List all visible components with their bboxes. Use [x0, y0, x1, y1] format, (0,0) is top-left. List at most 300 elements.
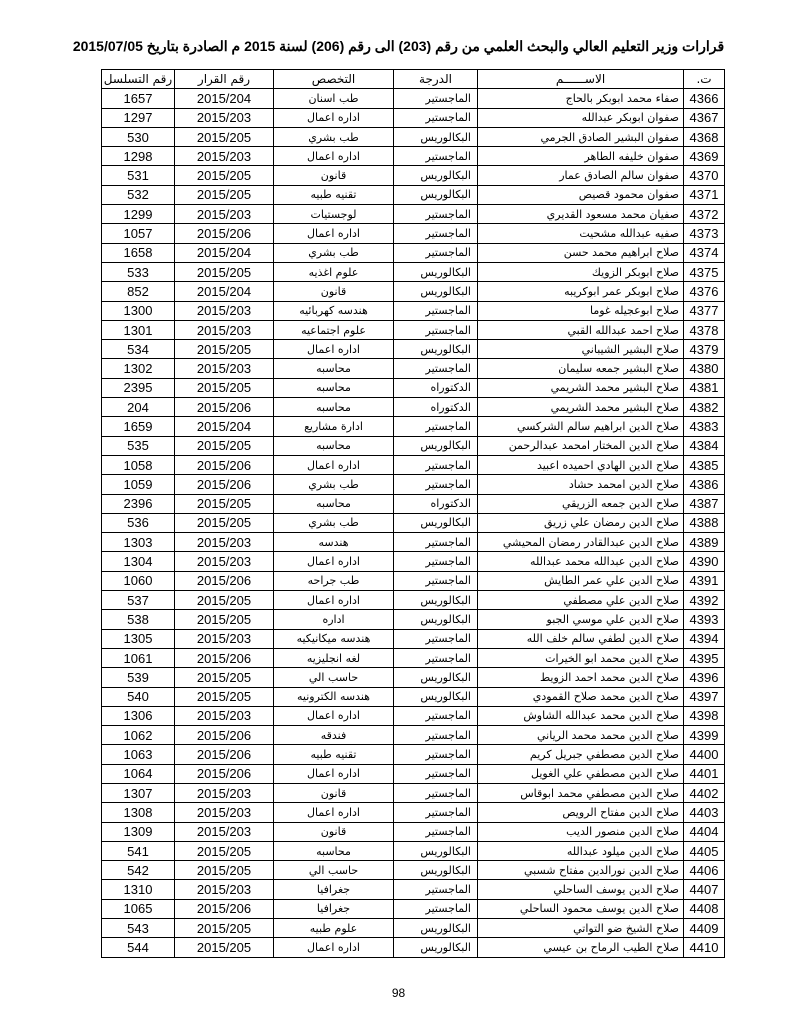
table-row: [102, 359, 725, 378]
cell-decision: 2015/203: [175, 205, 274, 224]
cell-specialty: طب جراحه: [274, 571, 394, 590]
cell-decision: 2015/205: [175, 378, 274, 397]
cell-no: 4392: [684, 591, 725, 610]
cell-specialty: قانون: [274, 822, 394, 841]
cell-serial: 1657: [102, 89, 175, 108]
cell-decision: 2015/203: [175, 108, 274, 127]
cell-serial: 1062: [102, 726, 175, 745]
cell-no: 4390: [684, 552, 725, 571]
cell-degree: البكالوريس: [394, 262, 478, 281]
cell-specialty: علوم اجتماعيه: [274, 320, 394, 339]
cell-degree: البكالوريس: [394, 436, 478, 455]
cell-degree: الماجستير: [394, 147, 478, 166]
cell-serial: 1064: [102, 764, 175, 783]
cell-no: 4386: [684, 475, 725, 494]
cell-no: 4368: [684, 127, 725, 146]
cell-specialty: علوم اغذيه: [274, 262, 394, 281]
cell-serial: 539: [102, 668, 175, 687]
cell-degree: البكالوريس: [394, 185, 478, 204]
cell-specialty: اداره اعمال: [274, 224, 394, 243]
cell-degree: الدكتوراه: [394, 398, 478, 417]
cell-name: صلاح الدين عبدالقادر رمضان المحيشي: [478, 533, 684, 552]
cell-specialty: حاسب الي: [274, 861, 394, 880]
table-row: [102, 899, 725, 918]
cell-degree: البكالوريس: [394, 668, 478, 687]
cell-no: 4380: [684, 359, 725, 378]
cell-degree: الماجستير: [394, 320, 478, 339]
cell-no: 4366: [684, 89, 725, 108]
cell-specialty: اداره اعمال: [274, 803, 394, 822]
page-number: 98: [391, 986, 406, 1000]
cell-no: 4399: [684, 726, 725, 745]
cell-serial: 1061: [102, 648, 175, 667]
cell-serial: 1300: [102, 301, 175, 320]
cell-no: 4374: [684, 243, 725, 262]
cell-serial: 1304: [102, 552, 175, 571]
cell-decision: 2015/206: [175, 475, 274, 494]
decisions-table: [101, 69, 725, 958]
cell-degree: البكالوريس: [394, 687, 478, 706]
table-row: [102, 687, 725, 706]
cell-decision: 2015/205: [175, 591, 274, 610]
table-row: [102, 378, 725, 397]
table-row: [102, 301, 725, 320]
cell-name: صلاح الطيب الرماح بن عيسي: [478, 938, 684, 957]
cell-decision: 2015/204: [175, 417, 274, 436]
cell-serial: 531: [102, 166, 175, 185]
document-title: قرارات وزير التعليم العالي والبحث العلمي من رقم (203) الى رقم (206) لسنة 2015 م الصادرة بتاريخ 2015/07/05: [72, 38, 725, 54]
cell-serial: 540: [102, 687, 175, 706]
cell-degree: البكالوريس: [394, 919, 478, 938]
cell-decision: 2015/205: [175, 340, 274, 359]
cell-degree: الماجستير: [394, 455, 478, 474]
table-row: [102, 591, 725, 610]
cell-specialty: اداره اعمال: [274, 764, 394, 783]
header-name: الاســــــم: [478, 70, 684, 89]
cell-specialty: جغرافيا: [274, 880, 394, 899]
cell-no: 4378: [684, 320, 725, 339]
cell-serial: 1303: [102, 533, 175, 552]
header-decision: رقم القرار: [175, 70, 274, 89]
cell-serial: 541: [102, 841, 175, 860]
cell-degree: الماجستير: [394, 648, 478, 667]
cell-serial: 530: [102, 127, 175, 146]
cell-degree: البكالوريس: [394, 938, 478, 957]
cell-no: 4394: [684, 629, 725, 648]
cell-serial: 852: [102, 282, 175, 301]
cell-decision: 2015/203: [175, 706, 274, 725]
cell-degree: الماجستير: [394, 359, 478, 378]
cell-name: صلاح الدين لطفي سالم خلف الله: [478, 629, 684, 648]
cell-degree: الماجستير: [394, 301, 478, 320]
table-row: [102, 340, 725, 359]
cell-serial: 544: [102, 938, 175, 957]
cell-specialty: لغه انجليزيه: [274, 648, 394, 667]
cell-specialty: قانون: [274, 166, 394, 185]
cell-specialty: محاسبه: [274, 398, 394, 417]
cell-no: 4376: [684, 282, 725, 301]
table-row: [102, 417, 725, 436]
table-row: [102, 764, 725, 783]
cell-name: صلاح الدين جمعه الزريقي: [478, 494, 684, 513]
header-degree: الدرجة: [394, 70, 478, 89]
cell-decision: 2015/205: [175, 938, 274, 957]
header-serial: رقم التسلسل: [102, 70, 175, 89]
cell-specialty: اداره: [274, 610, 394, 629]
cell-specialty: اداره اعمال: [274, 147, 394, 166]
cell-decision: 2015/205: [175, 513, 274, 532]
cell-degree: الماجستير: [394, 803, 478, 822]
cell-no: 4384: [684, 436, 725, 455]
cell-degree: الماجستير: [394, 783, 478, 802]
cell-name: صلاح ابراهيم محمد حسن: [478, 243, 684, 262]
cell-no: 4373: [684, 224, 725, 243]
cell-serial: 1310: [102, 880, 175, 899]
cell-specialty: قانون: [274, 783, 394, 802]
cell-degree: الماجستير: [394, 629, 478, 648]
cell-name: صلاح الدين علي عمر الطايش: [478, 571, 684, 590]
table-row: [102, 398, 725, 417]
cell-degree: البكالوريس: [394, 340, 478, 359]
cell-serial: 1297: [102, 108, 175, 127]
cell-specialty: هندسه الكترونيه: [274, 687, 394, 706]
cell-decision: 2015/206: [175, 745, 274, 764]
cell-no: 4367: [684, 108, 725, 127]
cell-degree: الماجستير: [394, 475, 478, 494]
cell-decision: 2015/203: [175, 803, 274, 822]
table-row: [102, 571, 725, 590]
cell-serial: 1659: [102, 417, 175, 436]
table-row: [102, 262, 725, 281]
cell-specialty: لوجستيات: [274, 205, 394, 224]
cell-specialty: فندقه: [274, 726, 394, 745]
cell-specialty: طب بشري: [274, 127, 394, 146]
cell-name: صفوان محمود قصيص: [478, 185, 684, 204]
cell-name: صلاح الدين محمد صلاح القمودي: [478, 687, 684, 706]
cell-degree: الماجستير: [394, 880, 478, 899]
cell-specialty: طب بشري: [274, 475, 394, 494]
table-row: [102, 89, 725, 108]
cell-serial: 1063: [102, 745, 175, 764]
cell-name: صلاح البشير محمد الشريمي: [478, 378, 684, 397]
cell-decision: 2015/206: [175, 455, 274, 474]
cell-name: صلاح الدين محمد محمد الرياني: [478, 726, 684, 745]
cell-name: صلاح ابوعجيله غوما: [478, 301, 684, 320]
cell-no: 4398: [684, 706, 725, 725]
cell-no: 4388: [684, 513, 725, 532]
cell-decision: 2015/203: [175, 552, 274, 571]
cell-decision: 2015/206: [175, 726, 274, 745]
cell-specialty: محاسبه: [274, 436, 394, 455]
cell-serial: 1307: [102, 783, 175, 802]
cell-specialty: محاسبه: [274, 378, 394, 397]
cell-degree: البكالوريس: [394, 127, 478, 146]
cell-no: 4370: [684, 166, 725, 185]
cell-decision: 2015/203: [175, 301, 274, 320]
cell-no: 4409: [684, 919, 725, 938]
table-row: [102, 648, 725, 667]
cell-name: صلاح الشيخ ضو التواتي: [478, 919, 684, 938]
cell-degree: الماجستير: [394, 764, 478, 783]
cell-specialty: هندسه كهربائيه: [274, 301, 394, 320]
table-row: [102, 803, 725, 822]
cell-name: صفوان سالم الصادق عمار: [478, 166, 684, 185]
cell-decision: 2015/203: [175, 147, 274, 166]
cell-decision: 2015/205: [175, 687, 274, 706]
cell-specialty: اداره اعمال: [274, 938, 394, 957]
table-row: [102, 205, 725, 224]
cell-degree: الماجستير: [394, 243, 478, 262]
cell-serial: 1299: [102, 205, 175, 224]
table-row: [102, 436, 725, 455]
cell-decision: 2015/205: [175, 668, 274, 687]
cell-decision: 2015/206: [175, 398, 274, 417]
cell-name: صلاح الدين علي مصطفي: [478, 591, 684, 610]
cell-specialty: طب بشري: [274, 243, 394, 262]
cell-decision: 2015/206: [175, 648, 274, 667]
cell-specialty: اداره اعمال: [274, 340, 394, 359]
cell-name: صلاح ابوبكر الزويك: [478, 262, 684, 281]
cell-decision: 2015/205: [175, 185, 274, 204]
cell-decision: 2015/205: [175, 841, 274, 860]
cell-degree: الماجستير: [394, 706, 478, 725]
header-no: ت.: [684, 70, 725, 89]
cell-decision: 2015/206: [175, 224, 274, 243]
cell-decision: 2015/203: [175, 629, 274, 648]
table-row: [102, 861, 725, 880]
cell-name: صلاح الدين محمد احمد الزويط: [478, 668, 684, 687]
cell-degree: البكالوريس: [394, 861, 478, 880]
cell-specialty: علوم طبيه: [274, 919, 394, 938]
cell-degree: البكالوريس: [394, 841, 478, 860]
cell-degree: الماجستير: [394, 899, 478, 918]
cell-name: صلاح الدين امحمد حشاد: [478, 475, 684, 494]
cell-specialty: اداره اعمال: [274, 591, 394, 610]
cell-no: 4401: [684, 764, 725, 783]
cell-decision: 2015/205: [175, 494, 274, 513]
cell-degree: الماجستير: [394, 205, 478, 224]
cell-no: 4381: [684, 378, 725, 397]
cell-no: 4405: [684, 841, 725, 860]
cell-serial: 1060: [102, 571, 175, 590]
cell-name: صفيان محمد مسعود القديري: [478, 205, 684, 224]
cell-no: 4371: [684, 185, 725, 204]
cell-decision: 2015/206: [175, 571, 274, 590]
table-row: [102, 533, 725, 552]
table-row: [102, 127, 725, 146]
cell-serial: 538: [102, 610, 175, 629]
cell-name: صلاح الدين مصطفي جبريل كريم: [478, 745, 684, 764]
cell-specialty: محاسبه: [274, 841, 394, 860]
cell-serial: 537: [102, 591, 175, 610]
cell-no: 4375: [684, 262, 725, 281]
cell-name: صلاح الدين يوسف محمود الساحلي: [478, 899, 684, 918]
table-row: [102, 475, 725, 494]
cell-serial: 542: [102, 861, 175, 880]
table-row: [102, 147, 725, 166]
cell-serial: 2395: [102, 378, 175, 397]
cell-degree: الماجستير: [394, 745, 478, 764]
cell-serial: 534: [102, 340, 175, 359]
cell-degree: الماجستير: [394, 726, 478, 745]
table-row: [102, 726, 725, 745]
cell-no: 4407: [684, 880, 725, 899]
cell-no: 4403: [684, 803, 725, 822]
cell-decision: 2015/205: [175, 436, 274, 455]
table-row: [102, 938, 725, 957]
cell-decision: 2015/206: [175, 764, 274, 783]
cell-degree: البكالوريس: [394, 282, 478, 301]
cell-degree: الماجستير: [394, 822, 478, 841]
cell-serial: 1309: [102, 822, 175, 841]
cell-no: 4408: [684, 899, 725, 918]
cell-serial: 1305: [102, 629, 175, 648]
cell-decision: 2015/203: [175, 880, 274, 899]
cell-no: 4402: [684, 783, 725, 802]
cell-serial: 1308: [102, 803, 175, 822]
cell-specialty: محاسبه: [274, 494, 394, 513]
cell-serial: 1306: [102, 706, 175, 725]
table-row: [102, 745, 725, 764]
cell-specialty: طب بشري: [274, 513, 394, 532]
cell-degree: الماجستير: [394, 533, 478, 552]
cell-name: صلاح الدين مصطفي علي الغويل: [478, 764, 684, 783]
cell-serial: 1658: [102, 243, 175, 262]
table-row: [102, 243, 725, 262]
table-row: [102, 706, 725, 725]
cell-serial: 532: [102, 185, 175, 204]
cell-decision: 2015/205: [175, 610, 274, 629]
cell-decision: 2015/203: [175, 783, 274, 802]
cell-no: 4385: [684, 455, 725, 474]
table-row: [102, 783, 725, 802]
table-row: [102, 822, 725, 841]
cell-name: صفاء محمد ابوبكر بالحاج: [478, 89, 684, 108]
cell-degree: البكالوريس: [394, 513, 478, 532]
cell-name: صلاح الدين مفتاح الرويص: [478, 803, 684, 822]
cell-name: صلاح الدين محمد عبدالله الشاوش: [478, 706, 684, 725]
cell-serial: 204: [102, 398, 175, 417]
cell-degree: الماجستير: [394, 108, 478, 127]
table-row: [102, 108, 725, 127]
cell-serial: 1059: [102, 475, 175, 494]
cell-serial: 1065: [102, 899, 175, 918]
cell-degree: البكالوريس: [394, 610, 478, 629]
cell-decision: 2015/206: [175, 899, 274, 918]
cell-decision: 2015/203: [175, 822, 274, 841]
table-row: [102, 552, 725, 571]
cell-specialty: ادارة مشاريع: [274, 417, 394, 436]
cell-serial: 535: [102, 436, 175, 455]
cell-name: صلاح الدين منصور الديب: [478, 822, 684, 841]
cell-no: 4389: [684, 533, 725, 552]
cell-name: صلاح الدين علي موسي الجبو: [478, 610, 684, 629]
cell-name: صلاح احمد عبدالله القبي: [478, 320, 684, 339]
cell-serial: 2396: [102, 494, 175, 513]
cell-no: 4391: [684, 571, 725, 590]
cell-name: صلاح الدين الهادي احميده اعبيد: [478, 455, 684, 474]
cell-name: صفيه عبدالله مشحيت: [478, 224, 684, 243]
cell-no: 4406: [684, 861, 725, 880]
cell-name: صلاح الدين يوسف الساحلي: [478, 880, 684, 899]
cell-no: 4377: [684, 301, 725, 320]
cell-name: صلاح الدين نورالدين مفتاح شسبي: [478, 861, 684, 880]
cell-no: 4396: [684, 668, 725, 687]
cell-no: 4397: [684, 687, 725, 706]
cell-degree: الماجستير: [394, 89, 478, 108]
cell-name: صلاح الدين رمضان علي زريق: [478, 513, 684, 532]
cell-decision: 2015/205: [175, 127, 274, 146]
cell-name: صلاح ابوبكر عمر ابوكريبه: [478, 282, 684, 301]
cell-no: 4382: [684, 398, 725, 417]
table-row: [102, 320, 725, 339]
cell-decision: 2015/205: [175, 919, 274, 938]
table-header-row: [102, 70, 725, 89]
cell-specialty: طب اسنان: [274, 89, 394, 108]
cell-specialty: حاسب الي: [274, 668, 394, 687]
cell-name: صفوان خليفه الطاهر: [478, 147, 684, 166]
cell-specialty: جغرافيا: [274, 899, 394, 918]
table-row: [102, 455, 725, 474]
cell-specialty: تقنيه طبيه: [274, 185, 394, 204]
table-row: [102, 919, 725, 938]
cell-decision: 2015/204: [175, 282, 274, 301]
cell-specialty: اداره اعمال: [274, 455, 394, 474]
cell-no: 4393: [684, 610, 725, 629]
cell-no: 4410: [684, 938, 725, 957]
cell-serial: 1057: [102, 224, 175, 243]
table-row: [102, 224, 725, 243]
cell-decision: 2015/203: [175, 533, 274, 552]
cell-name: صلاح البشير محمد الشريمي: [478, 398, 684, 417]
cell-serial: 1058: [102, 455, 175, 474]
cell-decision: 2015/205: [175, 861, 274, 880]
cell-serial: 543: [102, 919, 175, 938]
cell-name: صلاح الدين ابراهيم سالم الشركسي: [478, 417, 684, 436]
cell-specialty: هندسه: [274, 533, 394, 552]
cell-specialty: اداره اعمال: [274, 706, 394, 725]
table-row: [102, 668, 725, 687]
cell-decision: 2015/204: [175, 89, 274, 108]
cell-no: 4383: [684, 417, 725, 436]
cell-serial: 1298: [102, 147, 175, 166]
cell-serial: 1301: [102, 320, 175, 339]
table-row: [102, 841, 725, 860]
cell-no: 4387: [684, 494, 725, 513]
cell-name: صلاح البشير الشيباني: [478, 340, 684, 359]
cell-no: 4369: [684, 147, 725, 166]
cell-serial: 1302: [102, 359, 175, 378]
cell-decision: 2015/203: [175, 320, 274, 339]
cell-decision: 2015/205: [175, 262, 274, 281]
cell-degree: الماجستير: [394, 224, 478, 243]
cell-degree: الدكتوراه: [394, 378, 478, 397]
cell-serial: 533: [102, 262, 175, 281]
table-row: [102, 513, 725, 532]
table-row: [102, 494, 725, 513]
cell-decision: 2015/203: [175, 359, 274, 378]
cell-serial: 536: [102, 513, 175, 532]
cell-degree: الماجستير: [394, 552, 478, 571]
cell-name: صفوان البشير الصادق الجرمي: [478, 127, 684, 146]
cell-name: صلاح الدين عبدالله محمد عبدالله: [478, 552, 684, 571]
cell-specialty: اداره اعمال: [274, 552, 394, 571]
cell-name: صلاح الدين محمد ابو الخيرات: [478, 648, 684, 667]
cell-decision: 2015/205: [175, 166, 274, 185]
cell-decision: 2015/204: [175, 243, 274, 262]
cell-name: صلاح الدين المختار امحمد عبدالرحمن: [478, 436, 684, 455]
cell-specialty: محاسبه: [274, 359, 394, 378]
